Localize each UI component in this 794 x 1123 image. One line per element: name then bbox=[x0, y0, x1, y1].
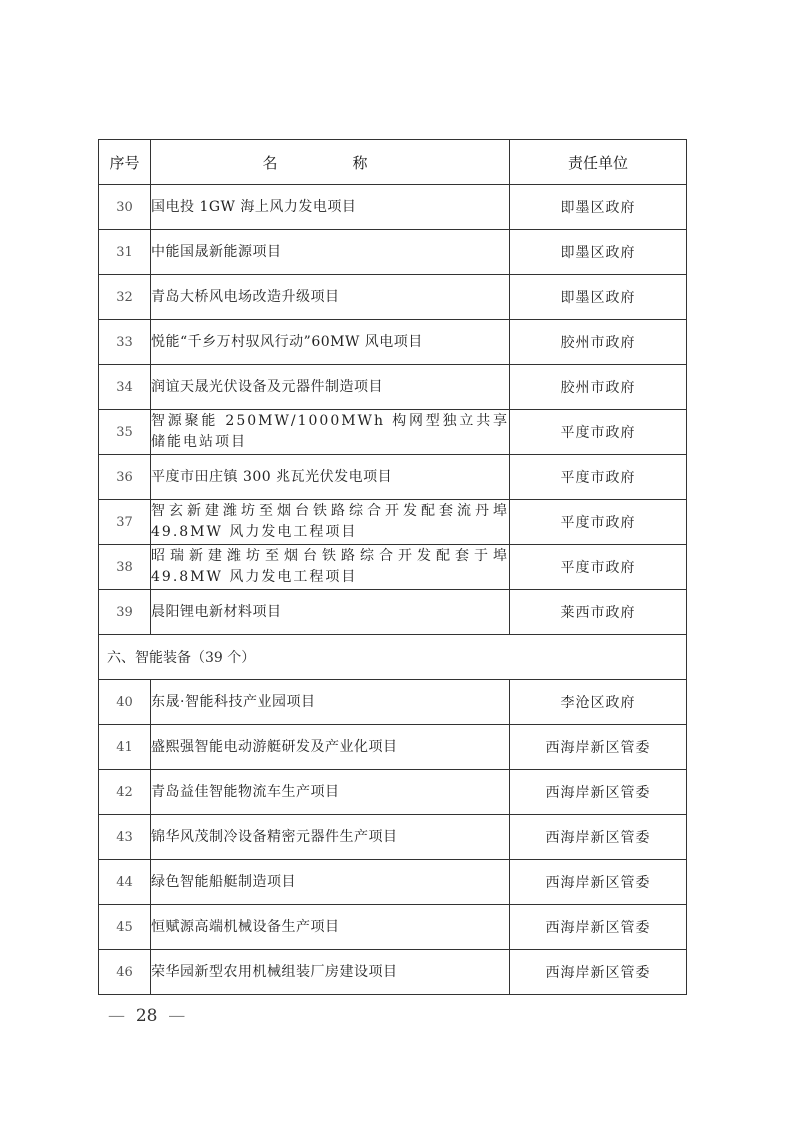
table-row bbox=[99, 455, 687, 500]
project-name: 智源聚能 250MW/1000MWh 构网型独立共享储能电站项目 bbox=[151, 410, 510, 455]
section-header-row bbox=[99, 635, 687, 680]
row-number: 34 bbox=[99, 365, 151, 410]
section-title bbox=[99, 635, 687, 680]
table-row bbox=[99, 185, 687, 230]
row-number: 42 bbox=[99, 770, 151, 815]
row-number: 32 bbox=[99, 275, 151, 320]
header-responsible-unit: 责任单位 bbox=[510, 140, 687, 185]
responsible-unit: 平度市政府 bbox=[510, 455, 687, 500]
responsible-unit: 平度市政府 bbox=[510, 545, 687, 590]
table-row bbox=[99, 815, 687, 860]
row-number: 31 bbox=[99, 230, 151, 275]
row-number: 40 bbox=[99, 680, 151, 725]
table-row bbox=[99, 860, 687, 905]
section-count: （39 个） bbox=[191, 650, 256, 666]
responsible-unit: 西海岸新区管委 bbox=[510, 905, 687, 950]
footer-dash-right: — bbox=[168, 1006, 186, 1026]
responsible-unit: 即墨区政府 bbox=[510, 185, 687, 230]
page-number: 28 bbox=[135, 1006, 158, 1026]
project-name: 锦华风茂制冷设备精密元器件生产项目 bbox=[151, 815, 510, 860]
row-number: 46 bbox=[99, 950, 151, 995]
project-name: 绿色智能船艇制造项目 bbox=[151, 860, 510, 905]
row-number: 30 bbox=[99, 185, 151, 230]
table-row bbox=[99, 725, 687, 770]
table-row bbox=[99, 680, 687, 725]
project-name: 东晟·智能科技产业园项目 bbox=[151, 680, 510, 725]
table-row bbox=[99, 230, 687, 275]
responsible-unit: 李沧区政府 bbox=[510, 680, 687, 725]
row-number: 41 bbox=[99, 725, 151, 770]
project-name: 国电投 1GW 海上风力发电项目 bbox=[151, 185, 510, 230]
table-row bbox=[99, 500, 687, 545]
table-row bbox=[99, 905, 687, 950]
footer-dash-left: — bbox=[108, 1006, 125, 1026]
project-name: 智玄新建潍坊至烟台铁路综合开发配套流丹埠49.8MW 风力发电工程项目 bbox=[151, 500, 510, 545]
project-name: 晨阳锂电新材料项目 bbox=[151, 590, 510, 635]
project-name: 盛熙强智能电动游艇研发及产业化项目 bbox=[151, 725, 510, 770]
section-title-text: 六、智能装备 bbox=[107, 650, 191, 666]
row-number: 39 bbox=[99, 590, 151, 635]
responsible-unit: 西海岸新区管委 bbox=[510, 725, 687, 770]
table-row bbox=[99, 545, 687, 590]
table-row bbox=[99, 320, 687, 365]
row-number: 38 bbox=[99, 545, 151, 590]
responsible-unit: 西海岸新区管委 bbox=[510, 950, 687, 995]
row-number: 45 bbox=[99, 905, 151, 950]
responsible-unit: 即墨区政府 bbox=[510, 230, 687, 275]
table-row bbox=[99, 770, 687, 815]
responsible-unit: 胶州市政府 bbox=[510, 365, 687, 410]
responsible-unit: 西海岸新区管委 bbox=[510, 770, 687, 815]
project-table bbox=[98, 139, 687, 995]
table-row bbox=[99, 590, 687, 635]
table-header-row bbox=[99, 140, 687, 185]
responsible-unit: 西海岸新区管委 bbox=[510, 860, 687, 905]
row-number: 35 bbox=[99, 410, 151, 455]
table-row bbox=[99, 365, 687, 410]
header-name: 名 称 bbox=[151, 140, 510, 185]
row-number: 37 bbox=[99, 500, 151, 545]
project-name: 青岛大桥风电场改造升级项目 bbox=[151, 275, 510, 320]
project-name: 恒赋源高端机械设备生产项目 bbox=[151, 905, 510, 950]
project-name: 润谊天晟光伏设备及元器件制造项目 bbox=[151, 365, 510, 410]
project-name: 平度市田庄镇 300 兆瓦光伏发电项目 bbox=[151, 455, 510, 500]
header-serial-number: 序号 bbox=[99, 140, 151, 185]
row-number: 43 bbox=[99, 815, 151, 860]
table-row bbox=[99, 275, 687, 320]
responsible-unit: 平度市政府 bbox=[510, 500, 687, 545]
project-name: 青岛益佳智能物流车生产项目 bbox=[151, 770, 510, 815]
project-name: 悦能“千乡万村驭风行动”60MW 风电项目 bbox=[151, 320, 510, 365]
project-name: 荣华园新型农用机械组装厂房建设项目 bbox=[151, 950, 510, 995]
page-footer bbox=[108, 1006, 185, 1026]
row-number: 36 bbox=[99, 455, 151, 500]
responsible-unit: 胶州市政府 bbox=[510, 320, 687, 365]
table-row bbox=[99, 950, 687, 995]
responsible-unit: 莱西市政府 bbox=[510, 590, 687, 635]
responsible-unit: 平度市政府 bbox=[510, 410, 687, 455]
table-row bbox=[99, 410, 687, 455]
responsible-unit: 即墨区政府 bbox=[510, 275, 687, 320]
row-number: 44 bbox=[99, 860, 151, 905]
project-name: 中能国晟新能源项目 bbox=[151, 230, 510, 275]
row-number: 33 bbox=[99, 320, 151, 365]
project-name: 昭瑞新建潍坊至烟台铁路综合开发配套于埠49.8MW 风力发电工程项目 bbox=[151, 545, 510, 590]
responsible-unit: 西海岸新区管委 bbox=[510, 815, 687, 860]
